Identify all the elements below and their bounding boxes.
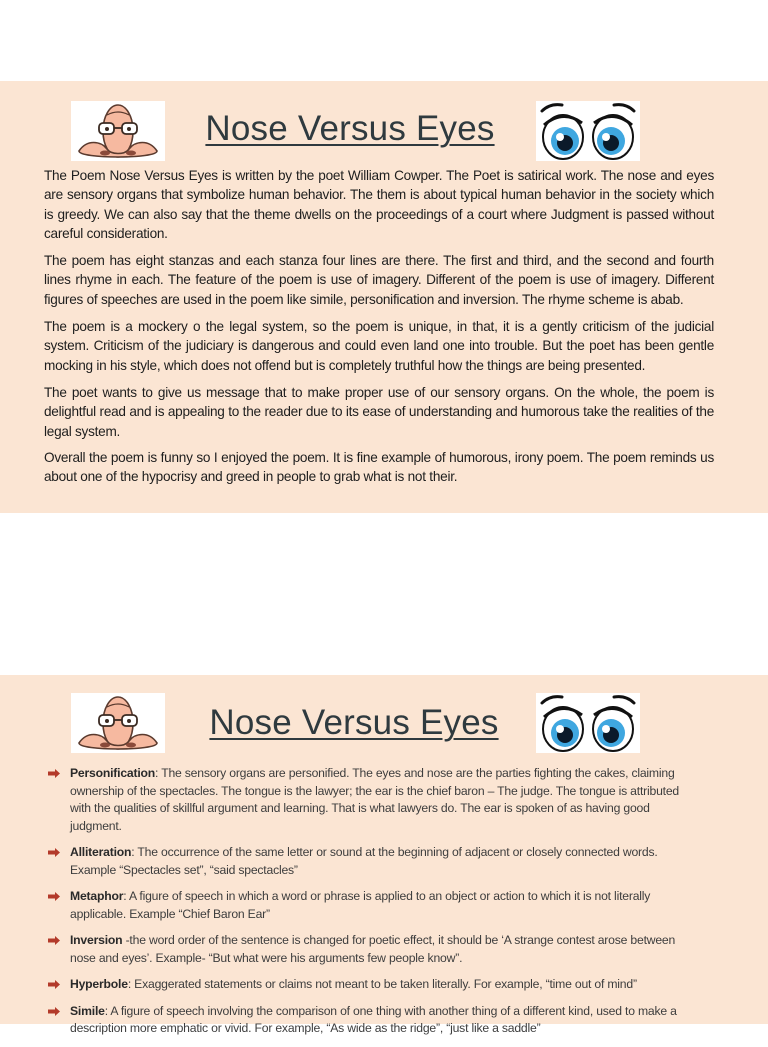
term: Metaphor [70, 889, 124, 903]
list-item-personification [48, 765, 698, 835]
list-item-metaphor [48, 888, 698, 923]
definition: : The occurrence of the same letter or sound at the beginning of adjacent or closely connected words. Example “Spectacles set”, “said spectacles” [70, 845, 658, 877]
eyes-icon [536, 101, 640, 161]
arrow-bullet-icon [48, 848, 60, 857]
arrow-bullet-icon [48, 936, 60, 945]
arrow-bullet-icon [48, 980, 60, 989]
paragraph-structure: The poem has eight stanzas and each stanza four lines are there. The first and third, and the second and fourth lines rhyme in each. The feature of the poem is use of imagery. Different of the poem is use of imagery. Different figures of speeches are used in the poem like simile, personification and inversion. The rhyme scheme is abab. [44, 253, 714, 307]
figures-of-speech-list [48, 765, 698, 1047]
term: Alliteration [70, 845, 132, 859]
definition: : A figure of speech in which a word or phrase is applied to an object or action to which it is not literally applicable. Example “Chief Baron Ear” [70, 889, 651, 921]
definition: : A figure of speech involving the comparison of one thing with another thing of a different kind, used to make a description more emphatic or vivid. For example, “As wide as the ridge”, “just like a saddle” [70, 1003, 677, 1035]
term: Inversion [70, 933, 123, 947]
list-item-hyperbole [48, 976, 698, 994]
paragraph-message: The poet wants to give us message that to make proper use of our sensory organs. On the whole, the poem is delightful read and is appealing to the reader due to its ease of understanding and humorous take the realities of the legal system. [44, 385, 714, 439]
term: Hyperbole [70, 977, 128, 991]
definition: -the word order of the sentence is changed for poetic effect, it should be ‘A strange contest arose between nose and eyes’. Example- “But what were his arguments few people know”. [70, 933, 676, 965]
paragraph-mockery: The poem is a mockery o the legal system, so the poem is unique, in that, it is a gently criticism of the judicial system. Criticism of the judiciary is dangerous and could even land one into trouble. But the poet has been gentle mocking in his style, which does not offend but is completely truthful how the things are being presented. [44, 319, 714, 373]
arrow-bullet-icon [48, 769, 60, 778]
list-item-inversion [48, 932, 698, 967]
paragraph-conclusion: Overall the poem is funny so I enjoyed the poem. It is fine example of humorous, irony poem. The poem reminds us about one of the hypocrisy and greed in people to grab what is not their. [44, 450, 714, 485]
arrow-bullet-icon [48, 1007, 60, 1016]
term: Simile [70, 1003, 105, 1018]
definition: : The sensory organs are personified. The eyes and nose are the parties fighting the cakes, claiming ownership of the spectacles. The tongue is the lawyer; the ear is the chief baron – The judge. The tongue is attributed with the qualities of skillful argument and learning. That is what lawyers do. The ear is spoken of as having good judgment. [70, 766, 679, 833]
definition: : Exaggerated statements or claims not meant to be taken literally. For example, “time out of mind” [127, 977, 637, 991]
eyes-icon [536, 693, 640, 753]
slide-2 [0, 675, 768, 1035]
list-item-alliteration [48, 844, 698, 879]
list-item-simile [48, 1003, 698, 1038]
term: Personification [70, 766, 156, 780]
slide-1 [0, 81, 768, 513]
page-title: Nose Versus Eyes [205, 109, 495, 148]
arrow-bullet-icon [48, 892, 60, 901]
page-title: Nose Versus Eyes [209, 703, 499, 742]
paragraph-intro: The Poem Nose Versus Eyes is written by the poet William Cowper. The Poet is satirical work. The nose and eyes are sensory organs that symbolize human behavior. The them is about typical human behavior in the society which is greedy. We can also say that the theme dwells on the proceedings of a court where Judgment is passed without careful consideration. [44, 168, 714, 241]
